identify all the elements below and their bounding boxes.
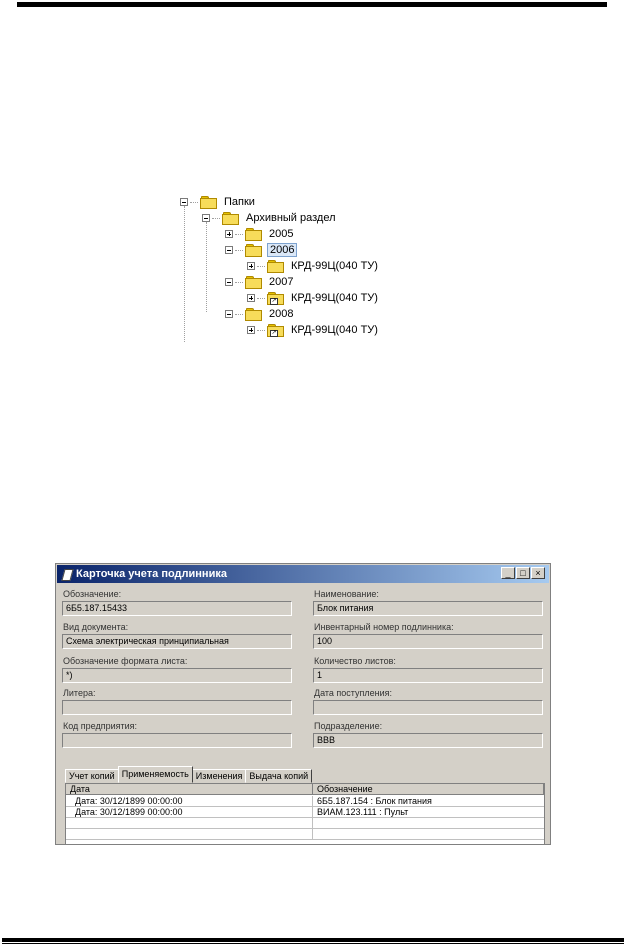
- grid-header: [66, 784, 544, 795]
- tab-applicability[interactable]: Применяемость: [118, 766, 193, 783]
- folder-icon: [200, 196, 217, 208]
- table-row-empty[interactable]: [66, 829, 544, 840]
- tab-strip: [65, 766, 311, 783]
- doc-type-field[interactable]: Схема электрическая принципиальная: [62, 634, 292, 649]
- table-cell: ВИАМ.123.111 : Пульт: [313, 807, 544, 818]
- folder-icon: [245, 276, 262, 288]
- folder-tree: [168, 190, 398, 345]
- inventory-number-field[interactable]: 100: [313, 634, 543, 649]
- folder-icon: [245, 228, 262, 240]
- department-field[interactable]: ВВВ: [313, 733, 543, 748]
- name-label: Наименование:: [314, 589, 379, 599]
- inventory-number-label: Инвентарный номер подлинника:: [314, 622, 454, 632]
- window-titlebar[interactable]: [57, 565, 549, 583]
- sheet-format-label: Обозначение формата листа:: [63, 656, 188, 666]
- tab-copy-issue[interactable]: Выдача копий: [245, 769, 312, 783]
- tab-copy-accounting[interactable]: Учет копий: [65, 769, 119, 783]
- column-header-designation[interactable]: Обозначение: [313, 784, 544, 795]
- tree-node-label: КРД-99Ц(040 ТУ): [291, 324, 378, 336]
- folder-icon: [245, 308, 262, 320]
- applicability-grid: [65, 783, 545, 845]
- minimize-button[interactable]: _: [501, 567, 515, 579]
- tree-node-label: 2007: [269, 276, 294, 288]
- window-title: Карточка учета подлинника: [76, 568, 227, 580]
- sheet-count-field[interactable]: 1: [313, 668, 543, 683]
- close-button[interactable]: ×: [531, 567, 545, 579]
- enterprise-code-field[interactable]: [62, 733, 292, 748]
- table-cell: Дата: 30/12/1899 00:00:00: [66, 796, 313, 807]
- tree-node-2005[interactable]: [225, 226, 295, 242]
- department-label: Подразделение:: [314, 721, 383, 731]
- tree-node-krd-2007[interactable]: [247, 290, 380, 306]
- bottom-rule: [2, 938, 624, 942]
- sheet-format-field[interactable]: *): [62, 668, 292, 683]
- litera-field[interactable]: [62, 700, 292, 715]
- table-row[interactable]: [66, 807, 544, 818]
- sheet-count-label: Количество листов:: [314, 656, 396, 666]
- designation-label: Обозначение:: [63, 589, 122, 599]
- collapse-icon[interactable]: [225, 278, 233, 286]
- expand-icon[interactable]: [247, 294, 255, 302]
- tree-node-folders[interactable]: [180, 194, 257, 210]
- litera-label: Литера:: [63, 688, 96, 698]
- table-row-empty[interactable]: [66, 818, 544, 829]
- doc-type-label: Вид документа:: [63, 622, 129, 632]
- collapse-icon[interactable]: [225, 246, 233, 254]
- folder-icon: [245, 244, 262, 256]
- collapse-icon[interactable]: [225, 310, 233, 318]
- tree-node-label: КРД-99Ц(040 ТУ): [291, 260, 378, 272]
- table-cell: 6Б5.187.154 : Блок питания: [313, 796, 544, 807]
- table-cell: Дата: 30/12/1899 00:00:00: [66, 807, 313, 818]
- receipt-date-label: Дата поступления:: [314, 688, 393, 698]
- tree-node-label: Папки: [224, 196, 255, 208]
- name-field[interactable]: Блок питания: [313, 601, 543, 616]
- collapse-icon[interactable]: [202, 214, 210, 222]
- folder-icon: [267, 260, 284, 272]
- expand-icon[interactable]: [247, 262, 255, 270]
- folder-shortcut-icon: ↗: [267, 324, 284, 336]
- tree-node-2006[interactable]: [225, 242, 297, 258]
- bottom-rule-thin: [2, 943, 624, 944]
- tree-node-label: КРД-99Ц(040 ТУ): [291, 292, 378, 304]
- folder-shortcut-icon: ↗: [267, 292, 284, 304]
- tree-node-krd-2006[interactable]: [247, 258, 380, 274]
- tree-node-label: 2008: [269, 308, 294, 320]
- tree-node-archive[interactable]: [202, 210, 338, 226]
- table-row[interactable]: [66, 796, 544, 807]
- enterprise-code-label: Код предприятия:: [63, 721, 138, 731]
- tree-node-2008[interactable]: [225, 306, 295, 322]
- expand-icon[interactable]: [225, 230, 233, 238]
- receipt-date-field[interactable]: [313, 700, 543, 715]
- tab-changes[interactable]: Изменения: [192, 769, 247, 783]
- tree-node-label: Архивный раздел: [246, 212, 336, 224]
- tree-node-krd-2008[interactable]: [247, 322, 380, 338]
- expand-icon[interactable]: [247, 326, 255, 334]
- maximize-button[interactable]: □: [516, 567, 530, 579]
- tree-node-label-selected: 2006: [267, 243, 297, 257]
- top-rule: [17, 2, 607, 7]
- collapse-icon[interactable]: [180, 198, 188, 206]
- folder-icon: [222, 212, 239, 224]
- app-icon: [61, 568, 73, 580]
- designation-field[interactable]: 6Б5.187.15433: [62, 601, 292, 616]
- tree-node-2007[interactable]: [225, 274, 295, 290]
- tree-node-label: 2005: [269, 228, 294, 240]
- original-card-window: [55, 563, 551, 845]
- column-header-date[interactable]: Дата: [66, 784, 313, 795]
